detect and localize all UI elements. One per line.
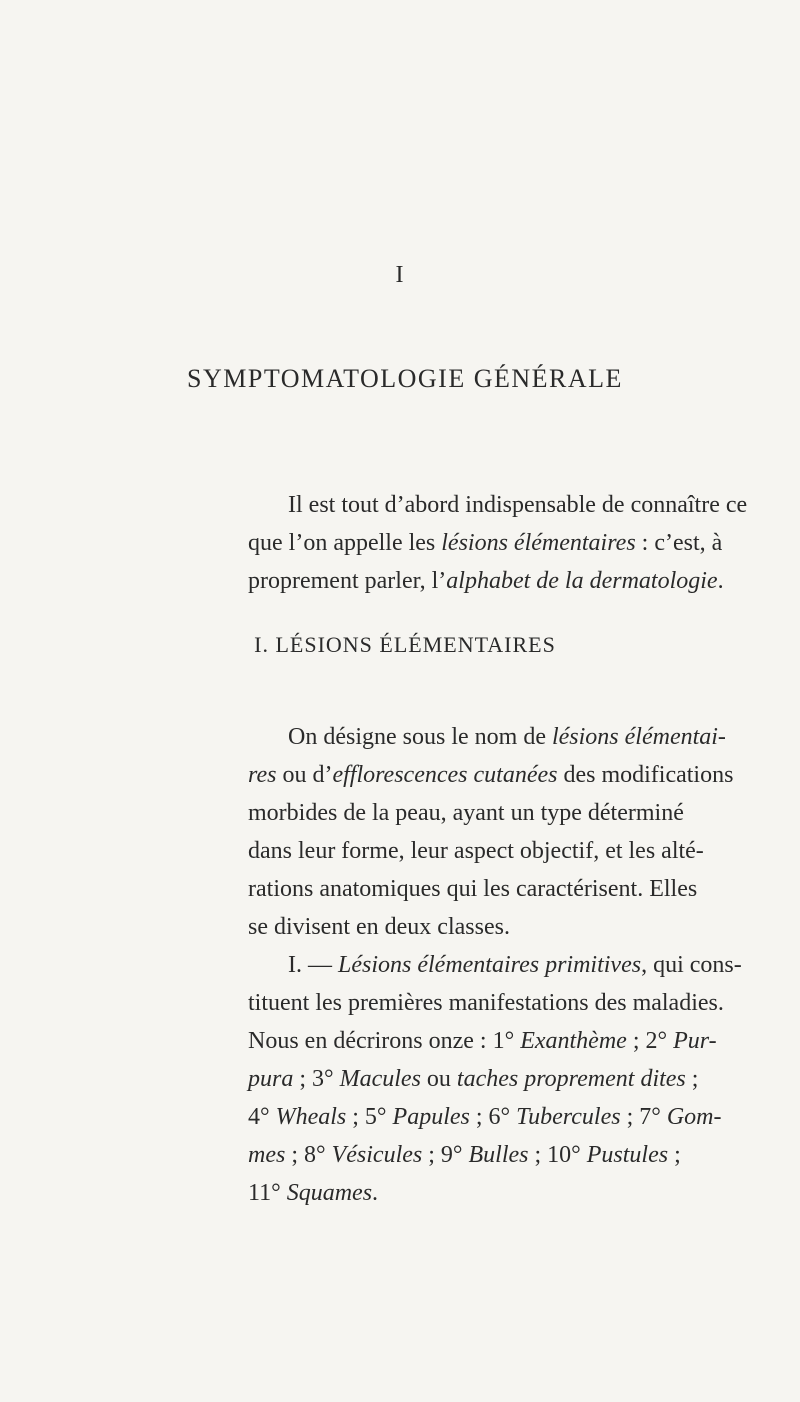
body-line-9: Nous en décrirons onze : 1° Exanthème ; 2° Pur- bbox=[248, 1028, 717, 1054]
chapter-title: SYMPTOMATOLOGIE GÉNÉRALE bbox=[187, 364, 623, 393]
body-line-13: 11° Squames. bbox=[248, 1180, 379, 1206]
body-line-5: rations anatomiques qui les caractérisent. Elles bbox=[248, 876, 698, 902]
section-title: I. LÉSIONS ÉLÉMENTAIRES bbox=[254, 632, 556, 657]
chapter-number: I bbox=[395, 262, 405, 288]
body-line-12: mes ; 8° Vésicules ; 9° Bulles ; 10° Pustules ; bbox=[248, 1142, 681, 1168]
body-line-7: I. — Lésions élémentaires primitives, qui cons- bbox=[288, 952, 742, 978]
intro-line-3: proprement parler, l’alphabet de la dermatologie. bbox=[248, 568, 724, 594]
body-line-6: se divisent en deux classes. bbox=[248, 914, 510, 940]
body-line-1: On désigne sous le nom de lésions élémentai- bbox=[288, 724, 726, 750]
intro-line-1: Il est tout d’abord indispensable de connaître ce bbox=[288, 492, 748, 518]
intro-line-2: que l’on appelle les lésions élémentaires : c’est, à bbox=[248, 530, 723, 556]
body-line-2: res ou d’efflorescences cutanées des modifications bbox=[248, 762, 734, 788]
body-line-8: tituent les premières manifestations des maladies. bbox=[248, 990, 724, 1016]
body-line-11: 4° Wheals ; 5° Papules ; 6° Tubercules ; 7° Gom- bbox=[248, 1104, 722, 1130]
body-line-4: dans leur forme, leur aspect objectif, et les alté- bbox=[248, 838, 704, 864]
body-line-3: morbides de la peau, ayant un type déterminé bbox=[248, 800, 684, 826]
body-paragraph bbox=[248, 718, 742, 1212]
body-line-10: pura ; 3° Macules ou taches proprement dites ; bbox=[248, 1066, 699, 1092]
intro-paragraph bbox=[248, 486, 748, 600]
